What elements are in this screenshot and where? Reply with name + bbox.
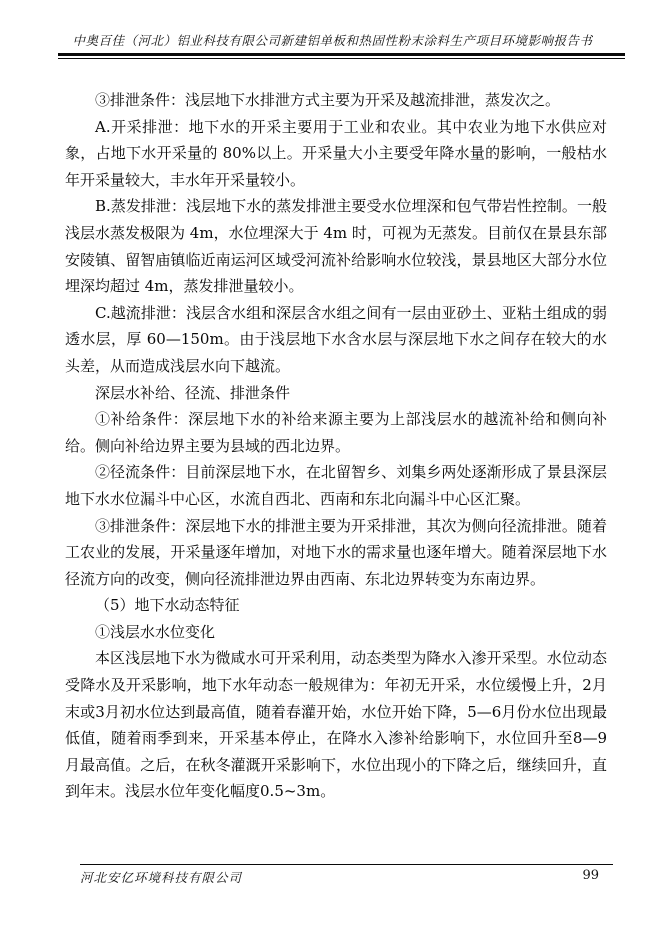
paragraph: 深层水补给、径流、排泄条件 [95, 383, 291, 402]
page-header [0, 0, 665, 59]
footer-company: 河北安亿环境科技有限公司 [80, 870, 243, 885]
paragraph: B.蒸发排泄：浅层地下水的蒸发排泄主要受水位埋深和包气带岩性控制。一般浅层水蒸发极限为 4m，水位埋深大于 4m 时，可视为无蒸发。目前仅在景县东部安陵镇、留智庙镇临近南运河区域受河流补给影响水位较浅，景县地区大部分水位埋深均超过 4m，蒸发排泄量较小。 [65, 197, 607, 296]
document-body [65, 87, 607, 805]
paragraph: 本区浅层地下水为微咸水可开采利用，动态类型为降水入渗开采型。水位动态受降水及开采影响，地下水年动态一般规律为：年初无开采，水位缓慢上升，2月末或3月初水位达到最高值，随着春灌开始，水位开始下降，5—6月份水位出现最低值，随着雨季到来，开采基本停止，在降水入渗补给影响下，水位回升至8—9月最高值。之后，在秋冬灌溉开采影响下，水位出现小的下降之后，继续回升，直到年末。浅层水位年变化幅度0.5~3m。 [65, 649, 607, 801]
paragraph: ①补给条件：深层地下水的补给来源主要为上部浅层水的越流补给和侧向补给。侧向补给边界主要为县域的西北边界。 [65, 410, 607, 455]
page-footer [80, 864, 613, 886]
paragraph: ①浅层水水位变化 [95, 622, 216, 641]
paragraph: （5）地下水动态特征 [95, 596, 240, 615]
report-title: 中奥百佳（河北）铝业科技有限公司新建铝单板和热固性粉末涂料生产项目环境影响报告书 [72, 33, 593, 48]
paragraph: ③排泄条件：浅层地下水排泄方式主要为开采及越流排泄，蒸发次之。 [95, 91, 561, 109]
paragraph: ②径流条件：目前深层地下水，在北留智乡、刘集乡两处逐渐形成了景县深层地下水水位漏斗中心区，水流自西北、西南和东北向漏斗中心区汇聚。 [65, 463, 607, 508]
paragraph: A.开采排泄：地下水的开采主要用于工业和农业。其中农业为地下水供应对象，占地下水开采量的 80%以上。开采量大小主要受年降水量的影响，一般枯水年开采量较大，丰水年开采量较小。 [65, 117, 607, 189]
paragraph: ③排泄条件：深层地下水的排泄主要为开采排泄，其次为侧向径流排泄。随着工农业的发展，开采量逐年增加，对地下水的需求量也逐年增大。随着深层地下水径流方向的改变，侧向径流排泄边界由西南、东北边界转变为东南边界。 [65, 516, 607, 588]
paragraph: C.越流排泄：浅层含水组和深层含水组之间有一层由亚砂土、亚粘土组成的弱透水层，厚 60—150m。由于浅层地下水含水层与深层地下水之间存在较大的水头差，从而造成浅层水向下越流。 [65, 303, 607, 375]
header-rule [58, 53, 625, 59]
page-number: 99 [582, 868, 599, 883]
